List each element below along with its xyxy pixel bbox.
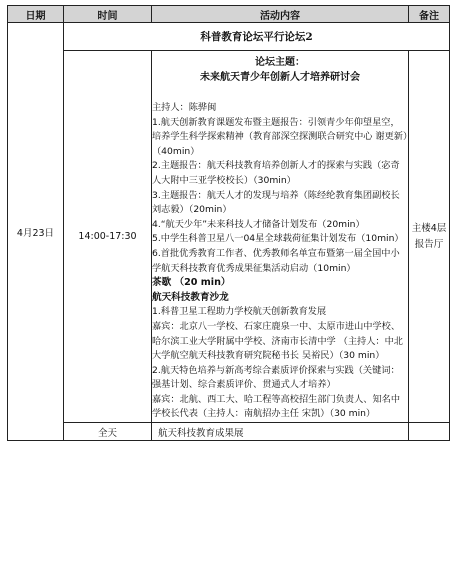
salon-guests: 嘉宾：北航、西工大、哈工程等高校招生部门负责人、知名中学校长代表（主持人：南航招办主任 宋凯）（30 min） xyxy=(152,393,401,420)
agenda-item: 4.“航天少年”未来科技人才储备计划发布（20min） xyxy=(152,218,365,230)
session-row xyxy=(8,51,450,423)
exhibition-time: 全天 xyxy=(64,423,152,441)
salon-title: 航天科技教育沙龙 xyxy=(152,291,229,303)
forum-theme xyxy=(152,55,408,85)
salon-topic: 2.航天特色培养与新高考综合素质评价探索与实践（关键词：强基计划、综合素质评价、贯通式人才培养） xyxy=(152,364,400,391)
header-time: 时间 xyxy=(64,6,152,23)
venue-cell: 主楼4层报告厅 xyxy=(409,51,450,423)
header-row xyxy=(8,6,450,23)
salon-topic: 1.科普卫星工程助力学校航天创新教育发展 xyxy=(152,306,327,318)
exhibition-note xyxy=(409,423,450,441)
schedule-table xyxy=(7,5,450,441)
theme-title: 未来航天青少年创新人才培养研讨会 xyxy=(200,72,360,83)
theme-label: 论坛主题： xyxy=(255,57,305,68)
time-cell: 14:00-17:30 xyxy=(64,51,152,423)
exhibition-activity: 航天科技教育成果展 xyxy=(152,423,409,441)
agenda-host: 主持人：陈骅闽 xyxy=(152,102,217,113)
agenda-cell xyxy=(152,51,409,423)
agenda-list xyxy=(152,101,408,422)
header-date: 日期 xyxy=(8,6,64,23)
header-activity: 活动内容 xyxy=(152,6,409,23)
forum-title: 科普教育论坛平行论坛2 xyxy=(64,23,450,51)
forum-title-row xyxy=(8,23,450,51)
date-cell: 4月23日 xyxy=(8,23,64,441)
salon-guests: 嘉宾：北京八一学校、石家庄鹿泉一中、太原市进山中学校、哈尔滨工业大学附属中学校、济南市长清中学 （主持人：中北大学航空航天科技教育研究院秘书长 吴裕民）（30 min） xyxy=(152,320,403,362)
tea-break: 茶歇 （20 min） xyxy=(152,277,231,289)
agenda-item: 6.首批优秀教育工作者、优秀教师名单宣布暨第一届全国中小学航天科技教育优秀成果征集活动启动（10min） xyxy=(152,247,400,274)
agenda-item: 1.航天创新教育课题发布暨主题报告：引领青少年仰望星空，培养学生科学探索精神（教育部深空探测联合研究中心 谢更新）（40min） xyxy=(152,116,408,157)
agenda-item: 5.中学生科普卫星八一04星全球载荷征集计划发布（10min） xyxy=(152,233,404,245)
agenda-item: 2.主题报告：航天科技教育培养创新人才的探索与实践（宓奇 人大附中三亚学校校长）（30min） xyxy=(152,160,400,186)
header-note: 备注 xyxy=(409,6,450,23)
exhibition-row xyxy=(8,423,450,441)
agenda-item: 3.主题报告：航天人才的发现与培养（陈经纶教育集团副校长 刘志毅）（20min） xyxy=(152,189,400,216)
